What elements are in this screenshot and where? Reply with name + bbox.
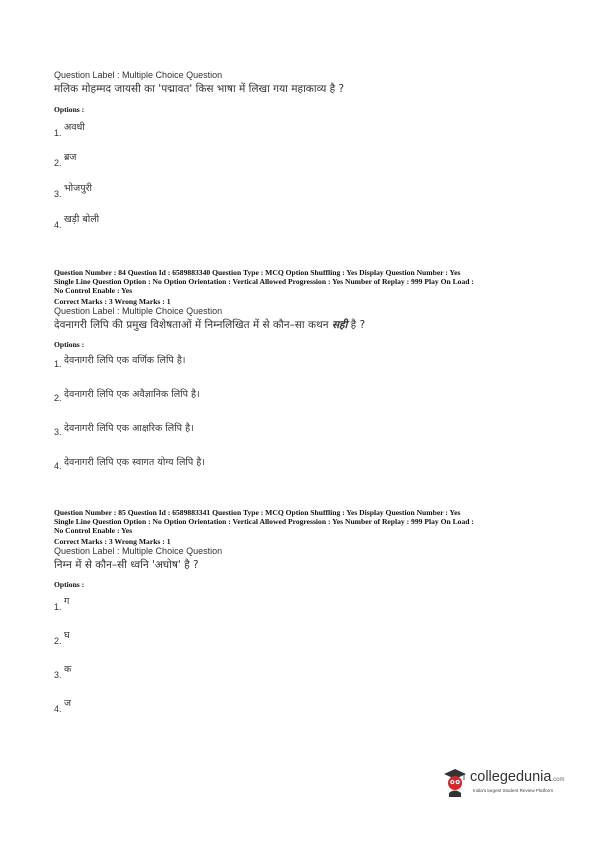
option-text: ग bbox=[64, 596, 70, 607]
question-83 bbox=[54, 70, 544, 242]
options-title: Options : bbox=[54, 580, 85, 589]
option-number: 3. bbox=[54, 189, 62, 199]
question-marks: Correct Marks : 3 Wrong Marks : 1 bbox=[54, 537, 171, 546]
option-number: 2. bbox=[54, 158, 62, 168]
emphasis-word: सही bbox=[331, 319, 348, 331]
option-number: 2. bbox=[54, 393, 62, 403]
option-text: घ bbox=[64, 630, 70, 641]
option-text: भोजपुरी bbox=[64, 183, 92, 194]
brand-tagline: India's largest Student Review Platform bbox=[473, 788, 554, 793]
option-number: 3. bbox=[54, 427, 62, 437]
graduate-mascot-icon bbox=[440, 766, 470, 798]
question-meta-line: Question Number : 85 Question Id : 6589883341 Question Type : MCQ Option Shuffling : Yes Display Question Number : Yes bbox=[54, 508, 461, 517]
question-label: Question Label : Multiple Choice Question bbox=[54, 306, 223, 316]
option-3 bbox=[54, 181, 544, 212]
option-1 bbox=[54, 120, 544, 150]
question-meta-line: Question Number : 84 Question Id : 6589883340 Question Type : MCQ Option Shuffling : Yes Display Question Number : Yes bbox=[54, 268, 461, 277]
options-title: Options : bbox=[54, 105, 85, 114]
question-meta-line: Single Line Question Option : No Option Orientation : Vertical Allowed Progression : Yes Number of Replay : 999 Play On Load : bbox=[54, 277, 474, 286]
option-4 bbox=[54, 696, 544, 726]
option-text: देवनागरी लिपि एक वर्णिक लिपि है। bbox=[64, 355, 186, 366]
option-2 bbox=[54, 387, 544, 421]
question-meta-line: Single Line Question Option : No Option Orientation : Vertical Allowed Progression : Yes Number of Replay : 999 Play On Load : bbox=[54, 517, 474, 526]
question-meta-line: No Control Enable : Yes bbox=[54, 526, 133, 535]
option-number: 1. bbox=[54, 359, 62, 369]
option-3 bbox=[54, 421, 544, 455]
options-title: Options : bbox=[54, 340, 85, 349]
question-85 bbox=[54, 508, 544, 726]
brand-tld: .com bbox=[551, 777, 565, 783]
option-text: खड़ी बोली bbox=[64, 214, 100, 225]
option-text: क bbox=[64, 664, 72, 675]
question-label: Question Label : Multiple Choice Question bbox=[54, 70, 223, 80]
option-number: 3. bbox=[54, 670, 62, 680]
option-1 bbox=[54, 594, 544, 628]
option-text: देवनागरी लिपि एक अवैज्ञानिक लिपि है। bbox=[64, 389, 200, 400]
question-text: मलिक मोहम्मद जायसी का 'पद्मावत' किस भाषा में लिखा गया महाकाव्य है ? bbox=[54, 83, 345, 95]
option-text: ब्रज bbox=[64, 152, 77, 163]
question-text: देवनागरी लिपि की प्रमुख विशेषताओं में निम्नलिखित में से कौन–सा कथन सही है ? bbox=[54, 319, 366, 331]
collegedunia-logo bbox=[440, 766, 565, 806]
option-text: देवनागरी लिपि एक आक्षरिक लिपि है। bbox=[64, 423, 194, 434]
option-1 bbox=[54, 353, 544, 387]
option-text: अवधी bbox=[64, 122, 85, 133]
question-label: Question Label : Multiple Choice Question bbox=[54, 546, 223, 556]
option-4 bbox=[54, 212, 544, 242]
question-meta-line: No Control Enable : Yes bbox=[54, 286, 133, 295]
option-text: देवनागरी लिपि एक स्वागत योग्य लिपि है। bbox=[64, 457, 205, 468]
option-number: 1. bbox=[54, 128, 62, 138]
brand-name: collegedunia.com bbox=[470, 769, 565, 785]
option-4 bbox=[54, 455, 544, 485]
option-2 bbox=[54, 150, 544, 181]
option-text: ज bbox=[64, 698, 72, 709]
option-number: 2. bbox=[54, 636, 62, 646]
option-2 bbox=[54, 628, 544, 662]
option-3 bbox=[54, 662, 544, 696]
option-number: 4. bbox=[54, 461, 62, 471]
question-marks: Correct Marks : 3 Wrong Marks : 1 bbox=[54, 297, 171, 306]
option-number: 4. bbox=[54, 220, 62, 230]
question-84 bbox=[54, 268, 544, 485]
option-number: 1. bbox=[54, 602, 62, 612]
question-text: निम्न में से कौन–सी ध्वनि 'अघोष' है ? bbox=[54, 559, 199, 571]
option-number: 4. bbox=[54, 704, 62, 714]
